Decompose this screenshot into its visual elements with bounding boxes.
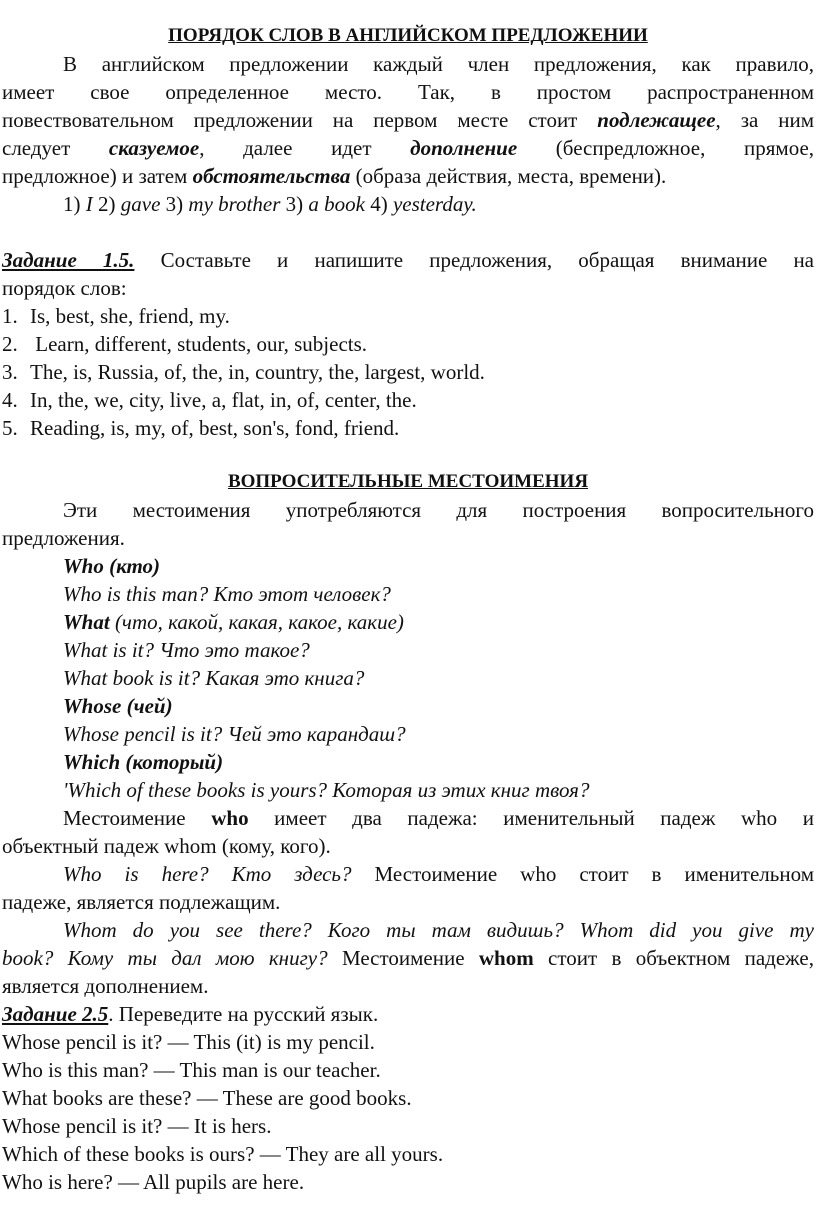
term-predicate: сказуемое	[108, 136, 200, 160]
list-item: 5. Reading, is, my, of, best, son's, fond, friend.	[2, 416, 400, 440]
section-title-word-order: ПОРЯДОК СЛОВ В АНГЛИЙСКОМ ПРЕДЛОЖЕНИИ	[168, 25, 648, 46]
pronoun-heading-which: Which (который)	[63, 750, 224, 774]
paragraph-line: объектный падеж whom (кому, кого).	[2, 834, 331, 858]
example-sentence: Whose pencil is it? Чей это карандаш?	[63, 722, 406, 746]
translation-sentence: Whose pencil is it? — This (it) is my pencil.	[2, 1030, 375, 1054]
paragraph-line: Эти местоимения употребляются для построения вопросительного	[63, 498, 814, 522]
paragraph-line: Who is here? Кто здесь? Местоимение who стоит в именительном	[63, 862, 814, 886]
task-1-5-heading: Задание 1.5. Составьте и напишите предложения, обращая внимание на	[2, 248, 815, 272]
paragraph-line: следует сказуемое, далее идет дополнение (беспредложное, прямое,	[2, 136, 815, 160]
example-sentence: What book is it? Какая это книга?	[63, 666, 365, 690]
example-sentence: 'Which of these books is yours? Которая из этих книг твоя?	[63, 778, 590, 802]
paragraph-line: падеже, является подлежащим.	[2, 890, 281, 914]
translation-sentence: Whose pencil is it? — It is hers.	[2, 1114, 272, 1138]
section-title-interrogative-pronouns: ВОПРОСИТЕЛЬНЫЕ МЕСТОИМЕНИЯ	[227, 471, 589, 492]
pronoun-heading-whose: Whose (чей)	[63, 694, 173, 718]
example-sentence: What is it? Что это такое?	[63, 638, 310, 662]
example-sentence: Who is this man? Кто этот человек?	[63, 582, 391, 606]
translation-sentence: Which of these books is ours? — They are all yours.	[2, 1142, 444, 1166]
paragraph-line: повествовательном предложении на первом месте стоит подлежащее, за ним	[2, 108, 814, 132]
paragraph-line: Местоимение who имеет два падежа: именительный падеж who и	[63, 806, 814, 830]
list-item: 4. In, the, we, city, live, a, flat, in, of, center, the.	[2, 388, 417, 412]
paragraph-line: Whom do you see there? Кого ты там видишь? Whom did you give my	[63, 918, 814, 942]
paragraph-line: является дополнением.	[2, 974, 209, 998]
pronoun-heading-what: What (что, какой, какая, какое, какие)	[63, 610, 404, 634]
task-label: Задание 1.5.	[2, 248, 135, 272]
task-1-5-text: порядок слов:	[2, 276, 127, 300]
paragraph-line: предложения.	[2, 526, 125, 550]
term-subject: подлежащее	[597, 108, 716, 132]
list-item: 1. Is, best, she, friend, my.	[2, 304, 230, 328]
translation-sentence: Who is here? — All pupils are here.	[2, 1170, 305, 1194]
list-item: 3. The, is, Russia, of, the, in, country, the, largest, world.	[2, 360, 485, 384]
task-2-5-heading: Задание 2.5. Переведите на русский язык.	[2, 1002, 379, 1026]
translation-sentence: Who is this man? — This man is our teacher.	[2, 1058, 381, 1082]
term-adverbial: обстоятельства	[192, 164, 351, 188]
task-label: Задание 2.5	[2, 1002, 109, 1026]
paragraph-line: В английском предложении каждый член предложения, как правило,	[63, 52, 814, 76]
pronoun-heading-who: Who (кто)	[63, 554, 161, 578]
translation-sentence: What books are these? — These are good books.	[2, 1086, 412, 1110]
paragraph-line: предложное) и затем обстоятельства (образа действия, места, времени).	[2, 164, 667, 188]
term-object: дополнение	[410, 136, 518, 160]
paragraph-line: book? Кому ты дал мою книгу? Местоимение whom стоит в объектном падеже,	[2, 946, 814, 970]
word-order-example: 1) I 2) gave 3) my brother 3) a book 4) yesterday.	[63, 192, 477, 216]
list-item: 2. Learn, different, students, our, subjects.	[2, 332, 368, 356]
paragraph-line: имеет свое определенное место. Так, в простом распространенном	[2, 80, 814, 104]
